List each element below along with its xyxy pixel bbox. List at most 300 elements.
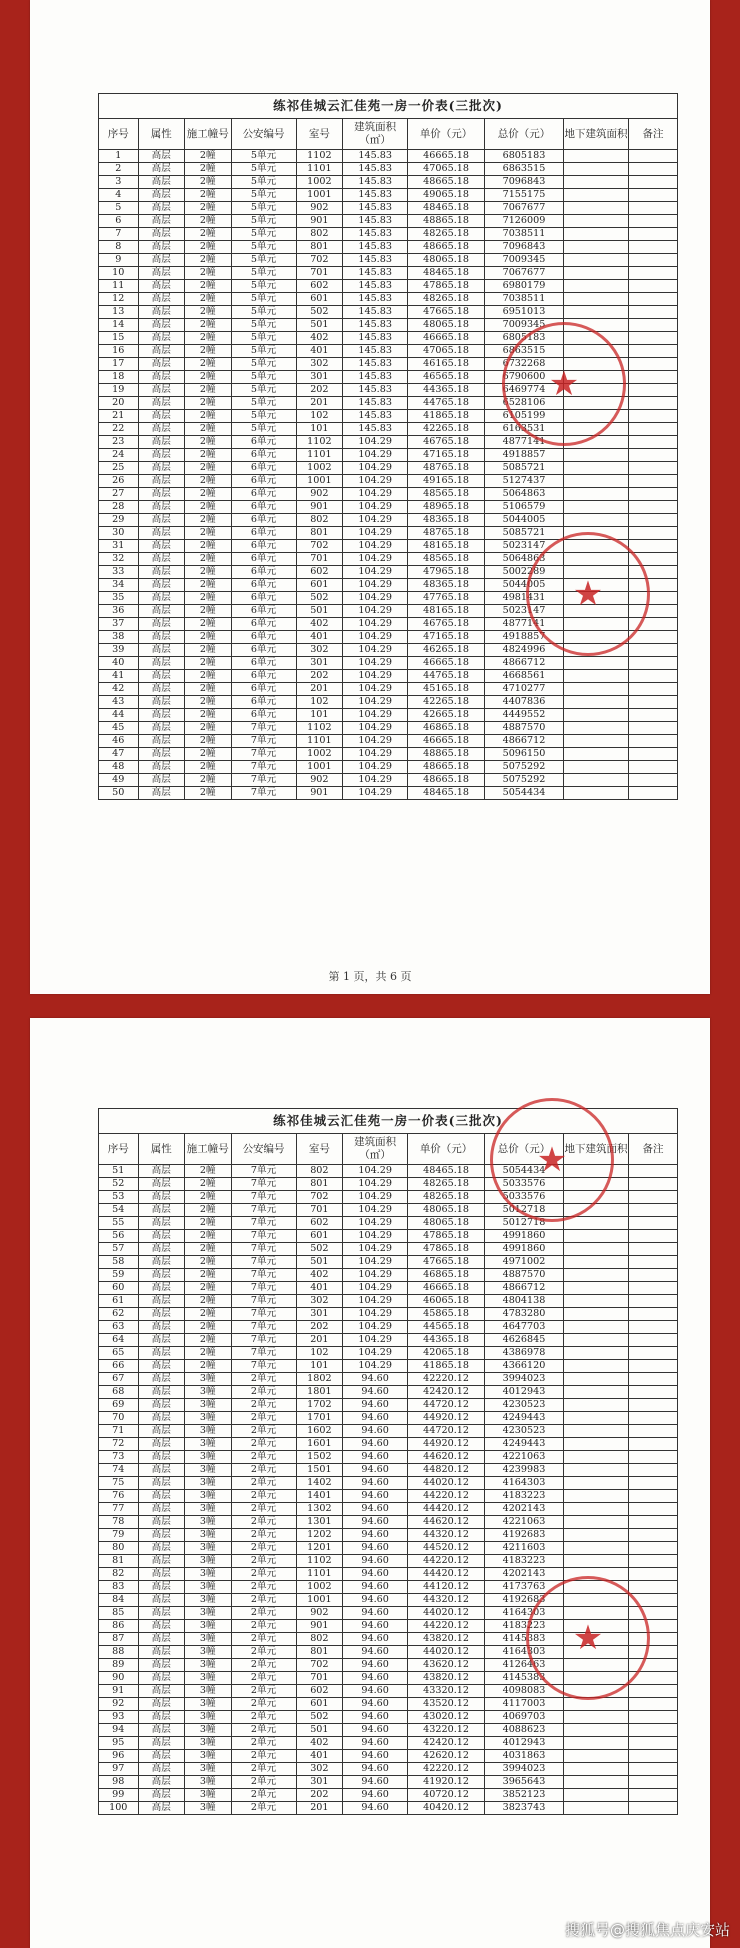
- table-cell: 60: [99, 1282, 139, 1295]
- table-cell: 402: [296, 1737, 343, 1750]
- price-table-page-1: [98, 93, 678, 800]
- table-cell: [563, 748, 628, 761]
- table-cell: 48765.18: [408, 527, 485, 540]
- table-cell: 2幢: [185, 202, 232, 215]
- table-cell: 145.83: [343, 241, 408, 254]
- table-row: [99, 1438, 678, 1451]
- header-cell: 室号: [296, 119, 343, 150]
- table-cell: 104.29: [343, 1178, 408, 1191]
- table-cell: 3幢: [185, 1646, 232, 1659]
- table-cell: 高层: [138, 1633, 185, 1646]
- table-cell: 2幢: [185, 371, 232, 384]
- table-row: [99, 423, 678, 436]
- table-cell: 2单元: [231, 1490, 296, 1503]
- table-cell: 104.29: [343, 683, 408, 696]
- table-cell: [629, 1386, 678, 1399]
- table-cell: 高层: [138, 1503, 185, 1516]
- table-cell: 2幢: [185, 1308, 232, 1321]
- table-cell: 2幢: [185, 1217, 232, 1230]
- table-row: [99, 670, 678, 683]
- table-cell: 145.83: [343, 150, 408, 163]
- table-cell: [629, 696, 678, 709]
- table-cell: 44420.12: [408, 1568, 485, 1581]
- table-cell: [563, 345, 628, 358]
- table-cell: 4386978: [484, 1347, 563, 1360]
- table-cell: 高层: [138, 267, 185, 280]
- table-cell: [563, 293, 628, 306]
- table-cell: 401: [296, 345, 343, 358]
- table-cell: [563, 1789, 628, 1802]
- table-cell: 4183223: [484, 1620, 563, 1633]
- table-cell: 32: [99, 553, 139, 566]
- table-cell: 202: [296, 384, 343, 397]
- table-cell: 94.60: [343, 1594, 408, 1607]
- table-cell: 1401: [296, 1490, 343, 1503]
- table-cell: 5单元: [231, 150, 296, 163]
- table-cell: 43820.12: [408, 1672, 485, 1685]
- table-cell: 1202: [296, 1529, 343, 1542]
- table-cell: [563, 1776, 628, 1789]
- table-cell: 75: [99, 1477, 139, 1490]
- table-cell: 6单元: [231, 618, 296, 631]
- table-cell: 高层: [138, 1230, 185, 1243]
- table-cell: 35: [99, 592, 139, 605]
- table-cell: 145.83: [343, 410, 408, 423]
- table-cell: 104.29: [343, 722, 408, 735]
- table-cell: 7单元: [231, 1347, 296, 1360]
- table-cell: 4012943: [484, 1737, 563, 1750]
- table-cell: 5075292: [484, 774, 563, 787]
- table-cell: 高层: [138, 761, 185, 774]
- table-cell: 90: [99, 1672, 139, 1685]
- table-cell: 40420.12: [408, 1802, 485, 1815]
- table-cell: 43: [99, 696, 139, 709]
- table-cell: 高层: [138, 1334, 185, 1347]
- table-cell: 44420.12: [408, 1503, 485, 1516]
- table-cell: [629, 761, 678, 774]
- table-cell: [629, 683, 678, 696]
- table-cell: 3幢: [185, 1711, 232, 1724]
- table-cell: 高层: [138, 579, 185, 592]
- table-cell: 2单元: [231, 1386, 296, 1399]
- table-cell: 1402: [296, 1477, 343, 1490]
- table-cell: 6单元: [231, 527, 296, 540]
- table-cell: 1002: [296, 462, 343, 475]
- table-cell: 1102: [296, 436, 343, 449]
- table-cell: 高层: [138, 553, 185, 566]
- table-cell: [629, 462, 678, 475]
- table-row: [99, 371, 678, 384]
- table-cell: 94.60: [343, 1724, 408, 1737]
- table-cell: 5单元: [231, 228, 296, 241]
- table-cell: 401: [296, 1282, 343, 1295]
- table-cell: 104.29: [343, 1217, 408, 1230]
- table-cell: 5054434: [484, 787, 563, 800]
- table-cell: 2幢: [185, 787, 232, 800]
- table-cell: 2幢: [185, 293, 232, 306]
- table-cell: 4449552: [484, 709, 563, 722]
- table-cell: 6单元: [231, 696, 296, 709]
- table-cell: 94.60: [343, 1581, 408, 1594]
- table-cell: 1002: [296, 1581, 343, 1594]
- table-row: [99, 1568, 678, 1581]
- table-cell: 3幢: [185, 1529, 232, 1542]
- table-cell: 145.83: [343, 319, 408, 332]
- table-cell: 701: [296, 553, 343, 566]
- table-cell: 3965643: [484, 1776, 563, 1789]
- table-cell: 94.60: [343, 1399, 408, 1412]
- table-cell: 1101: [296, 163, 343, 176]
- table-cell: 2幢: [185, 449, 232, 462]
- table-cell: 5044005: [484, 514, 563, 527]
- table-cell: [629, 1568, 678, 1581]
- table-cell: 46265.18: [408, 644, 485, 657]
- table-cell: 4249443: [484, 1412, 563, 1425]
- table-cell: 5单元: [231, 410, 296, 423]
- table-cell: 47165.18: [408, 631, 485, 644]
- table-cell: 44365.18: [408, 1334, 485, 1347]
- table-cell: 502: [296, 306, 343, 319]
- table-cell: [629, 605, 678, 618]
- table-cell: 104.29: [343, 644, 408, 657]
- table-cell: 高层: [138, 1464, 185, 1477]
- table-cell: 501: [296, 319, 343, 332]
- table-cell: 2单元: [231, 1555, 296, 1568]
- table-cell: 401: [296, 1750, 343, 1763]
- table-cell: 2幢: [185, 579, 232, 592]
- header-cell: 地下建筑面积: [563, 1134, 628, 1165]
- table-cell: 4877141: [484, 618, 563, 631]
- table-cell: 4088623: [484, 1724, 563, 1737]
- table-cell: [563, 1243, 628, 1256]
- table-cell: 4164303: [484, 1607, 563, 1620]
- table-cell: 41: [99, 670, 139, 683]
- table-row: [99, 293, 678, 306]
- table-cell: [563, 410, 628, 423]
- table-cell: 7155175: [484, 189, 563, 202]
- table-cell: 7单元: [231, 1243, 296, 1256]
- table-cell: 5106579: [484, 501, 563, 514]
- table-cell: 高层: [138, 1750, 185, 1763]
- table-cell: 6790600: [484, 371, 563, 384]
- table-header-row: [99, 119, 678, 150]
- table-cell: [629, 150, 678, 163]
- table-cell: 高层: [138, 1451, 185, 1464]
- table-cell: 48665.18: [408, 176, 485, 189]
- table-cell: 3幢: [185, 1802, 232, 1815]
- table-cell: 3幢: [185, 1516, 232, 1529]
- header-cell: 属性: [138, 1134, 185, 1165]
- table-cell: [629, 1425, 678, 1438]
- table-cell: 43220.12: [408, 1724, 485, 1737]
- table-cell: 2幢: [185, 1178, 232, 1191]
- table-cell: 44720.12: [408, 1425, 485, 1438]
- header-cell: 单价（元）: [408, 1134, 485, 1165]
- table-cell: 高层: [138, 397, 185, 410]
- table-cell: 501: [296, 1256, 343, 1269]
- table-cell: [629, 1620, 678, 1633]
- table-cell: [629, 540, 678, 553]
- table-cell: [629, 1763, 678, 1776]
- table-cell: 4145383: [484, 1633, 563, 1646]
- table-cell: 84: [99, 1594, 139, 1607]
- table-cell: 2单元: [231, 1568, 296, 1581]
- table-cell: 4202143: [484, 1503, 563, 1516]
- table-row: [99, 566, 678, 579]
- table-cell: 6单元: [231, 579, 296, 592]
- table-cell: 2幢: [185, 462, 232, 475]
- table-cell: 高层: [138, 163, 185, 176]
- table-cell: 6528106: [484, 397, 563, 410]
- table-cell: [629, 436, 678, 449]
- table-cell: 26: [99, 475, 139, 488]
- table-cell: 6单元: [231, 644, 296, 657]
- table-cell: 19: [99, 384, 139, 397]
- table-cell: 5单元: [231, 176, 296, 189]
- table-cell: 302: [296, 1763, 343, 1776]
- table-cell: 402: [296, 1269, 343, 1282]
- table-cell: [629, 1438, 678, 1451]
- table-row: [99, 1295, 678, 1308]
- table-cell: 3幢: [185, 1607, 232, 1620]
- table-cell: [629, 1646, 678, 1659]
- table-cell: 5064863: [484, 553, 563, 566]
- table-cell: 4366120: [484, 1360, 563, 1373]
- table-cell: 2幢: [185, 618, 232, 631]
- table-cell: 3幢: [185, 1633, 232, 1646]
- table-cell: 4918857: [484, 449, 563, 462]
- header-cell: 施工幢号: [185, 119, 232, 150]
- table-row: [99, 241, 678, 254]
- table-cell: [629, 1672, 678, 1685]
- table-cell: 4887570: [484, 722, 563, 735]
- table-row: [99, 1672, 678, 1685]
- table-row: [99, 1204, 678, 1217]
- table-row: [99, 605, 678, 618]
- table-cell: 2幢: [185, 1334, 232, 1347]
- table-cell: 2幢: [185, 644, 232, 657]
- table-cell: 52: [99, 1178, 139, 1191]
- table-cell: 104.29: [343, 488, 408, 501]
- table-cell: [629, 1776, 678, 1789]
- table-cell: 47065.18: [408, 163, 485, 176]
- table-cell: [629, 488, 678, 501]
- table-row: [99, 579, 678, 592]
- table-cell: 202: [296, 670, 343, 683]
- table-cell: [563, 1620, 628, 1633]
- table-cell: 高层: [138, 514, 185, 527]
- table-row: [99, 1490, 678, 1503]
- table-row: [99, 1451, 678, 1464]
- table-cell: 5单元: [231, 371, 296, 384]
- table-cell: [629, 1217, 678, 1230]
- table-cell: 2幢: [185, 1282, 232, 1295]
- table-cell: 104.29: [343, 787, 408, 800]
- table-cell: [563, 514, 628, 527]
- table-cell: 53: [99, 1191, 139, 1204]
- table-cell: 46: [99, 735, 139, 748]
- table-cell: 25: [99, 462, 139, 475]
- table-cell: 2幢: [185, 540, 232, 553]
- table-cell: 2幢: [185, 1165, 232, 1178]
- table-cell: 高层: [138, 1204, 185, 1217]
- table-cell: 46665.18: [408, 150, 485, 163]
- table-cell: 47765.18: [408, 592, 485, 605]
- table-cell: 301: [296, 1308, 343, 1321]
- table-cell: 2幢: [185, 1347, 232, 1360]
- table-cell: [629, 553, 678, 566]
- table-cell: 2幢: [185, 228, 232, 241]
- table-cell: 39: [99, 644, 139, 657]
- table-row: [99, 345, 678, 358]
- table-cell: 44820.12: [408, 1464, 485, 1477]
- table-cell: 1001: [296, 761, 343, 774]
- table-cell: 94.60: [343, 1516, 408, 1529]
- table-cell: 201: [296, 1334, 343, 1347]
- table-cell: [563, 397, 628, 410]
- table-cell: 6: [99, 215, 139, 228]
- table-row: [99, 761, 678, 774]
- table-cell: 63: [99, 1321, 139, 1334]
- table-cell: 高层: [138, 1295, 185, 1308]
- table-cell: 高层: [138, 592, 185, 605]
- table-cell: 44565.18: [408, 1321, 485, 1334]
- table-cell: 72: [99, 1438, 139, 1451]
- table-row: [99, 1347, 678, 1360]
- table-cell: 37: [99, 618, 139, 631]
- table-cell: 47865.18: [408, 280, 485, 293]
- table-cell: 3幢: [185, 1477, 232, 1490]
- table-cell: 高层: [138, 202, 185, 215]
- table-cell: 高层: [138, 1256, 185, 1269]
- table-cell: 4117003: [484, 1698, 563, 1711]
- table-cell: 15: [99, 332, 139, 345]
- table-cell: [629, 1334, 678, 1347]
- table-cell: 145.83: [343, 189, 408, 202]
- table-cell: 2单元: [231, 1451, 296, 1464]
- table-cell: [563, 774, 628, 787]
- table-cell: 98: [99, 1776, 139, 1789]
- table-row: [99, 306, 678, 319]
- table-cell: [629, 1659, 678, 1672]
- table-row: [99, 436, 678, 449]
- table-cell: [563, 1425, 628, 1438]
- table-cell: 94.60: [343, 1542, 408, 1555]
- table-cell: 7单元: [231, 1360, 296, 1373]
- table-cell: [563, 1659, 628, 1672]
- table-cell: [563, 553, 628, 566]
- table-cell: 2幢: [185, 436, 232, 449]
- table-cell: 高层: [138, 358, 185, 371]
- table-cell: 3幢: [185, 1581, 232, 1594]
- table-cell: [563, 1568, 628, 1581]
- table-cell: 高层: [138, 1776, 185, 1789]
- table-cell: 7: [99, 228, 139, 241]
- table-cell: 2: [99, 163, 139, 176]
- table-cell: 4887570: [484, 1269, 563, 1282]
- table-cell: 701: [296, 267, 343, 280]
- table-cell: [563, 501, 628, 514]
- table-cell: 45: [99, 722, 139, 735]
- table-cell: 48365.18: [408, 579, 485, 592]
- table-cell: 高层: [138, 735, 185, 748]
- table-cell: 2单元: [231, 1373, 296, 1386]
- table-cell: 2幢: [185, 1204, 232, 1217]
- table-row: [99, 1659, 678, 1672]
- table-cell: [629, 1295, 678, 1308]
- table-cell: 4202143: [484, 1568, 563, 1581]
- table-cell: 145.83: [343, 332, 408, 345]
- table-cell: 201: [296, 1802, 343, 1815]
- table-cell: 2单元: [231, 1438, 296, 1451]
- table-cell: [563, 540, 628, 553]
- table-cell: [629, 215, 678, 228]
- table-cell: 104.29: [343, 566, 408, 579]
- table-row: [99, 1282, 678, 1295]
- table-row: [99, 150, 678, 163]
- table-cell: 48065.18: [408, 1217, 485, 1230]
- table-cell: [563, 631, 628, 644]
- table-row: [99, 787, 678, 800]
- table-cell: 104.29: [343, 748, 408, 761]
- table-cell: [629, 1542, 678, 1555]
- table-cell: 6单元: [231, 501, 296, 514]
- table-cell: 74: [99, 1464, 139, 1477]
- table-cell: [629, 1789, 678, 1802]
- table-cell: [629, 1529, 678, 1542]
- table-cell: 44220.12: [408, 1620, 485, 1633]
- table-cell: 高层: [138, 1685, 185, 1698]
- table-cell: [563, 319, 628, 332]
- table-row: [99, 774, 678, 787]
- table-cell: 42620.12: [408, 1750, 485, 1763]
- table-cell: 71: [99, 1425, 139, 1438]
- table-cell: [563, 488, 628, 501]
- table-cell: 502: [296, 1243, 343, 1256]
- table-cell: 24: [99, 449, 139, 462]
- table-cell: 94.60: [343, 1802, 408, 1815]
- table-cell: 94.60: [343, 1607, 408, 1620]
- table-cell: 2幢: [185, 254, 232, 267]
- table-cell: [563, 709, 628, 722]
- table-cell: 5085721: [484, 527, 563, 540]
- table-cell: 5044005: [484, 579, 563, 592]
- table-cell: 高层: [138, 280, 185, 293]
- table-cell: 高层: [138, 1373, 185, 1386]
- table-cell: 94.60: [343, 1737, 408, 1750]
- table-cell: 5085721: [484, 462, 563, 475]
- table-cell: 1302: [296, 1503, 343, 1516]
- table-cell: [629, 1724, 678, 1737]
- table-cell: 46765.18: [408, 436, 485, 449]
- table-row: [99, 254, 678, 267]
- table-cell: 73: [99, 1451, 139, 1464]
- table-cell: [629, 1269, 678, 1282]
- table-cell: 高层: [138, 1308, 185, 1321]
- table-cell: [563, 1321, 628, 1334]
- table-cell: 47865.18: [408, 1230, 485, 1243]
- table-cell: 85: [99, 1607, 139, 1620]
- table-cell: 2幢: [185, 605, 232, 618]
- table-cell: 高层: [138, 657, 185, 670]
- table-cell: 602: [296, 566, 343, 579]
- table-cell: 42265.18: [408, 423, 485, 436]
- table-cell: [563, 1685, 628, 1698]
- table-cell: 高层: [138, 709, 185, 722]
- table-cell: 2单元: [231, 1802, 296, 1815]
- table-row: [99, 319, 678, 332]
- table-cell: 94.60: [343, 1386, 408, 1399]
